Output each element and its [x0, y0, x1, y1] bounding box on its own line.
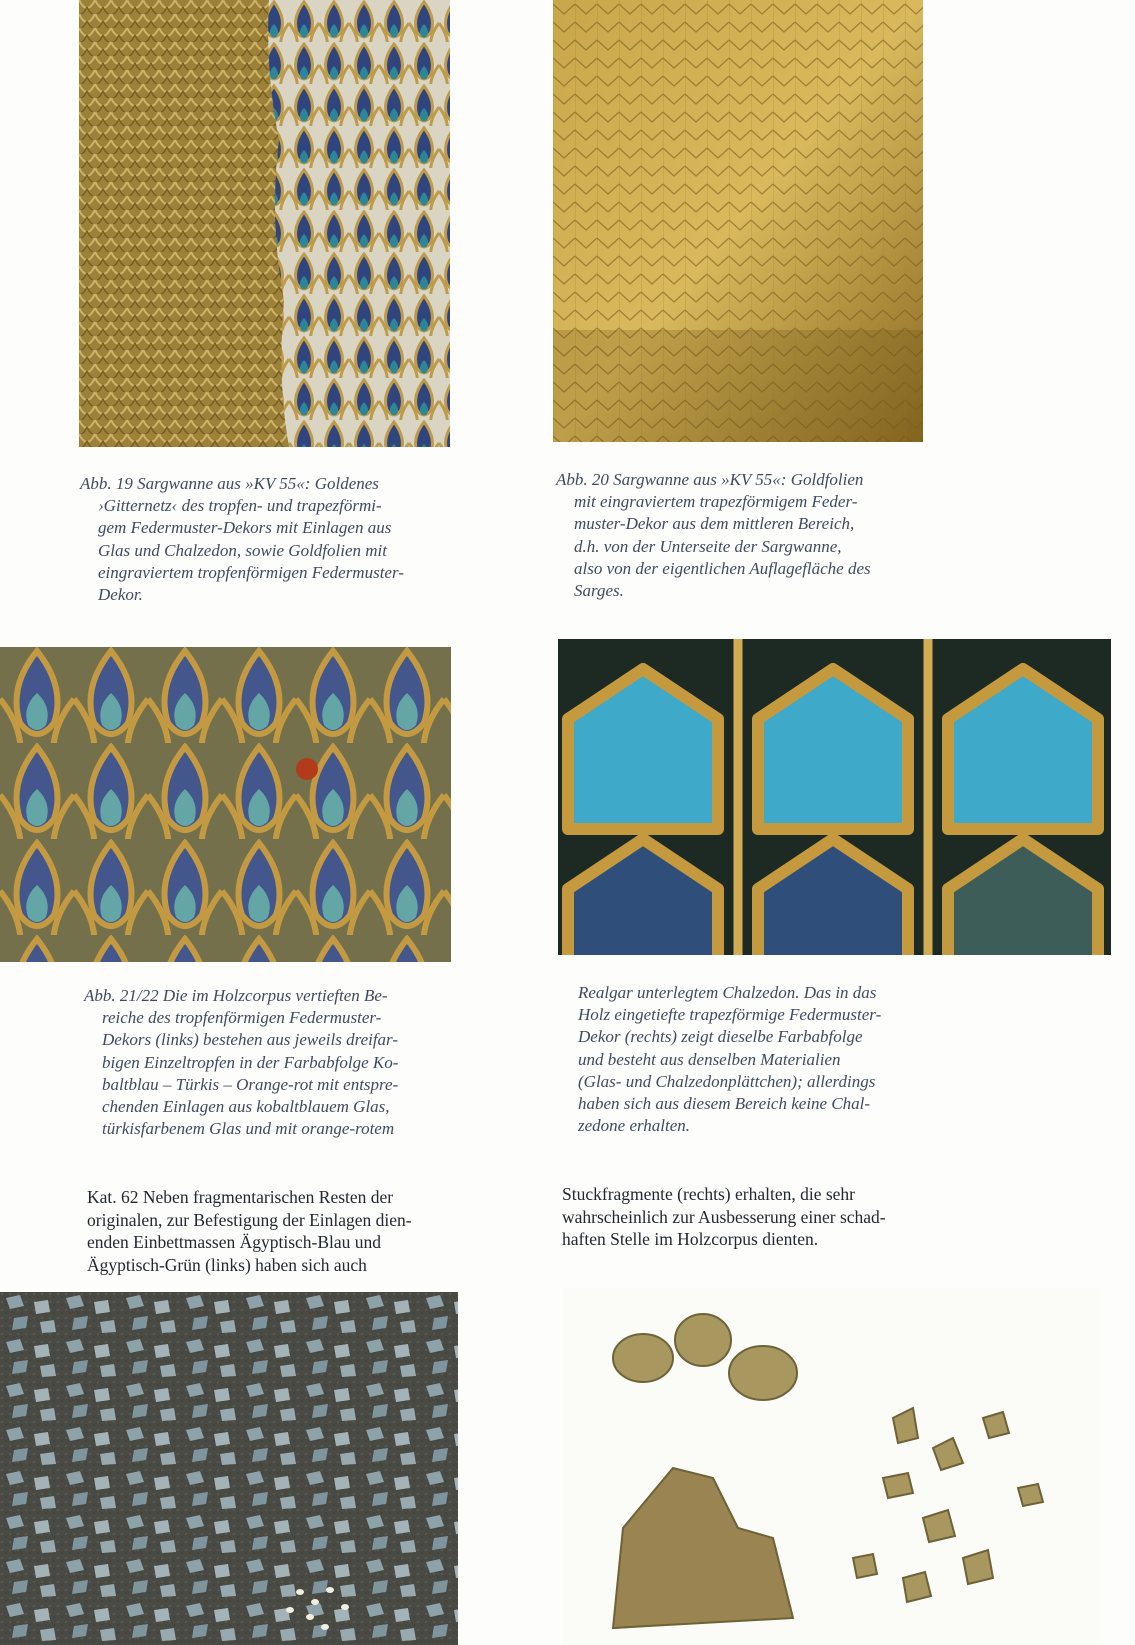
caption-abb21-22-left	[84, 985, 464, 1140]
caption-line: ›Gitternetz‹ des tropfen- und trapezförmi-	[98, 496, 382, 516]
caption-line: zedone erhalten.	[578, 1116, 691, 1136]
caption-abb21-22-right	[578, 982, 958, 1137]
caption-abb19	[80, 473, 460, 606]
photo-abb21	[0, 647, 451, 962]
photo-kat62-right	[563, 1288, 1103, 1645]
body-line: originalen, zur Befestigung der Einlagen dien-	[87, 1209, 412, 1230]
caption-line: und besteht aus denselben Materialien	[578, 1049, 841, 1069]
caption-line: Realgar unterlegtem Chalzedon. Das in das	[578, 983, 877, 1002]
caption-line: chenden Einlagen aus kobaltblauem Glas,	[102, 1097, 390, 1117]
caption-line: baltblau – Türkis – Orange-rot mit entspre-	[102, 1074, 399, 1094]
caption-line: d.h. von der Unterseite der Sargwanne,	[574, 536, 842, 556]
photo-abb19	[79, 0, 450, 447]
caption-line: Glas und Chalzedon, sowie Goldfolien mit	[98, 540, 387, 560]
caption-line: Dekors (links) bestehen aus jeweils dreifar-	[102, 1030, 398, 1050]
caption-line: muster-Dekor aus dem mittleren Bereich,	[574, 514, 855, 534]
photo-abb22	[558, 639, 1111, 955]
caption-line: also von der eigentlichen Auflagefläche des	[574, 558, 871, 578]
body-line: Stuckfragmente (rechts) erhalten, die sehr	[562, 1184, 855, 1204]
caption-line: Dekor (rechts) zeigt dieselbe Farbabfolge	[578, 1027, 863, 1047]
caption-line: Abb. 19 Sargwanne aus »KV 55«: Goldenes	[80, 474, 379, 493]
body-line: haften Stelle im Holzcorpus dienten.	[562, 1229, 819, 1249]
caption-line: reiche des tropfenförmigen Federmuster-	[102, 1008, 382, 1028]
photo-kat62-left	[0, 1292, 458, 1645]
caption-line: gem Federmuster-Dekors mit Einlagen aus	[98, 518, 392, 538]
caption-line: haben sich aus diesem Bereich keine Chal-	[578, 1094, 871, 1114]
caption-abb20	[556, 469, 946, 602]
caption-line: eingraviertem tropfenförmigen Federmuster-	[98, 562, 404, 582]
caption-line: bigen Einzeltropfen in der Farbabfolge Ko-	[102, 1052, 399, 1072]
body-line: wahrscheinlich zur Ausbesserung einer schad-	[562, 1206, 886, 1227]
caption-line: Sarges.	[574, 581, 624, 601]
caption-line: türkisfarbenem Glas und mit orange-rotem	[102, 1119, 395, 1139]
caption-line: mit eingraviertem trapezförmigem Feder-	[574, 492, 858, 512]
caption-line: Holz eingetiefte trapezförmige Federmuster-	[578, 1005, 882, 1025]
kat62-text-left	[87, 1186, 477, 1276]
body-line: Ägyptisch-Grün (links) haben sich auch	[87, 1254, 367, 1275]
kat62-text-right	[562, 1183, 952, 1251]
photo-abb20	[553, 0, 923, 442]
caption-line: Abb. 20 Sargwanne aus »KV 55«: Goldfolien	[556, 470, 864, 489]
caption-line: Dekor.	[98, 585, 143, 605]
body-line: enden Einbettmassen Ägyptisch-Blau und	[87, 1232, 382, 1252]
body-line: Kat. 62 Neben fragmentarischen Resten der	[87, 1187, 394, 1207]
caption-line: Abb. 21/22 Die im Holzcorpus vertieften Be-	[84, 986, 388, 1005]
caption-line: (Glas- und Chalzedonplättchen); allerdings	[578, 1071, 876, 1091]
